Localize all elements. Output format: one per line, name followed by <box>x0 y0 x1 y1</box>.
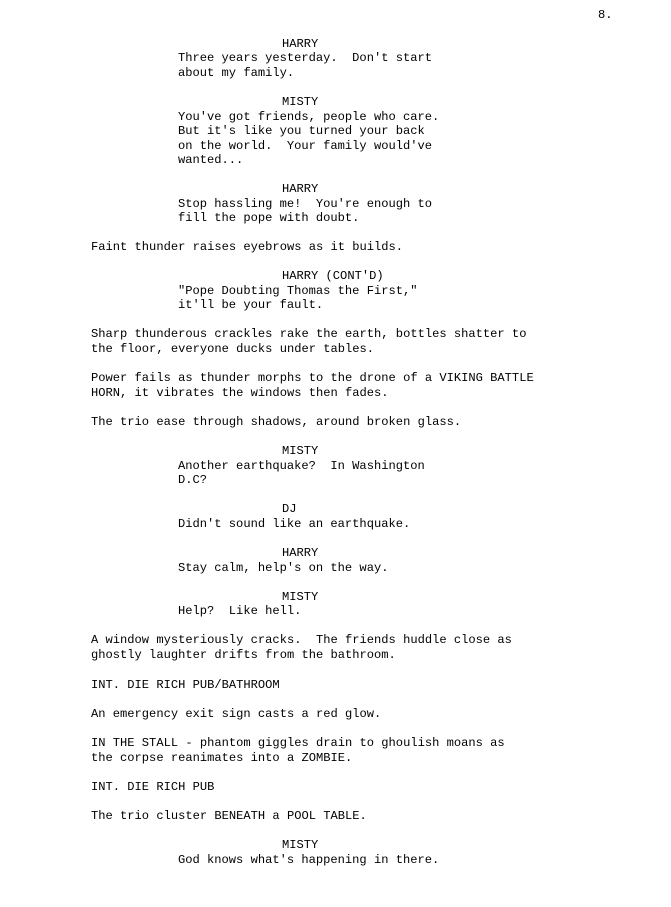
dialogue-line: "Pope Doubting Thomas the First," <box>178 283 418 298</box>
dialogue-line: Help? Like hell. <box>178 604 302 618</box>
action-line: Faint thunder raises eyebrows as it builds. <box>91 240 404 254</box>
character-name: HARRY <box>282 182 319 196</box>
character-name: HARRY (CONT'D) <box>282 269 384 283</box>
dialogue-line: it'll be your fault. <box>178 298 324 312</box>
action-line: HORN, it vibrates the windows then fades. <box>91 385 389 400</box>
dialogue-line: But it's like you turned your back <box>178 124 425 138</box>
page-number: 8. <box>598 8 613 22</box>
action-line: A window mysteriously cracks. The friends huddle close as <box>91 633 512 647</box>
character-name: DJ <box>282 502 297 516</box>
action-line: Sharp thunderous crackles rake the earth, bottles shatter to <box>91 327 527 341</box>
action-line: Power fails as thunder morphs to the drone of a VIKING BATTLE <box>91 371 534 385</box>
dialogue-line: Another earthquake? In Washington <box>178 458 425 473</box>
action-line: the corpse reanimates into a ZOMBIE. <box>91 750 353 765</box>
dialogue-line: wanted... <box>178 153 244 167</box>
action-line: ghostly laughter drifts from the bathroom. <box>91 648 396 662</box>
character-name: HARRY <box>282 37 319 51</box>
dialogue-line: D.C? <box>178 473 208 487</box>
scene-heading: INT. DIE RICH PUB/BATHROOM <box>91 677 280 692</box>
character-name: MISTY <box>282 589 319 604</box>
dialogue-line: You've got friends, people who care. <box>178 109 440 124</box>
action-line: An emergency exit sign casts a red glow. <box>91 706 382 721</box>
character-name: HARRY <box>282 546 319 560</box>
action-line: IN THE STALL - phantom giggles drain to ghoulish moans as <box>91 736 505 750</box>
dialogue-line: fill the pope with doubt. <box>178 211 360 225</box>
action-line: The trio cluster BENEATH a POOL TABLE. <box>91 808 367 823</box>
action-line: the floor, everyone ducks under tables. <box>91 341 375 356</box>
character-name: MISTY <box>282 838 319 852</box>
character-name: MISTY <box>282 95 319 109</box>
dialogue-line: Stay calm, help's on the way. <box>178 560 389 575</box>
dialogue-line: God knows what's happening in there. <box>178 852 440 867</box>
dialogue-line: Stop hassling me! You're enough to <box>178 196 433 211</box>
dialogue-line: on the world. Your family would've <box>178 138 433 153</box>
dialogue-line: about my family. <box>178 65 295 80</box>
scene-heading: INT. DIE RICH PUB <box>91 779 215 794</box>
action-line: The trio ease through shadows, around broken glass. <box>91 415 462 429</box>
dialogue-line: Didn't sound like an earthquake. <box>178 516 411 531</box>
character-name: MISTY <box>282 444 319 458</box>
dialogue-line: Three years yesterday. Don't start <box>178 51 433 65</box>
